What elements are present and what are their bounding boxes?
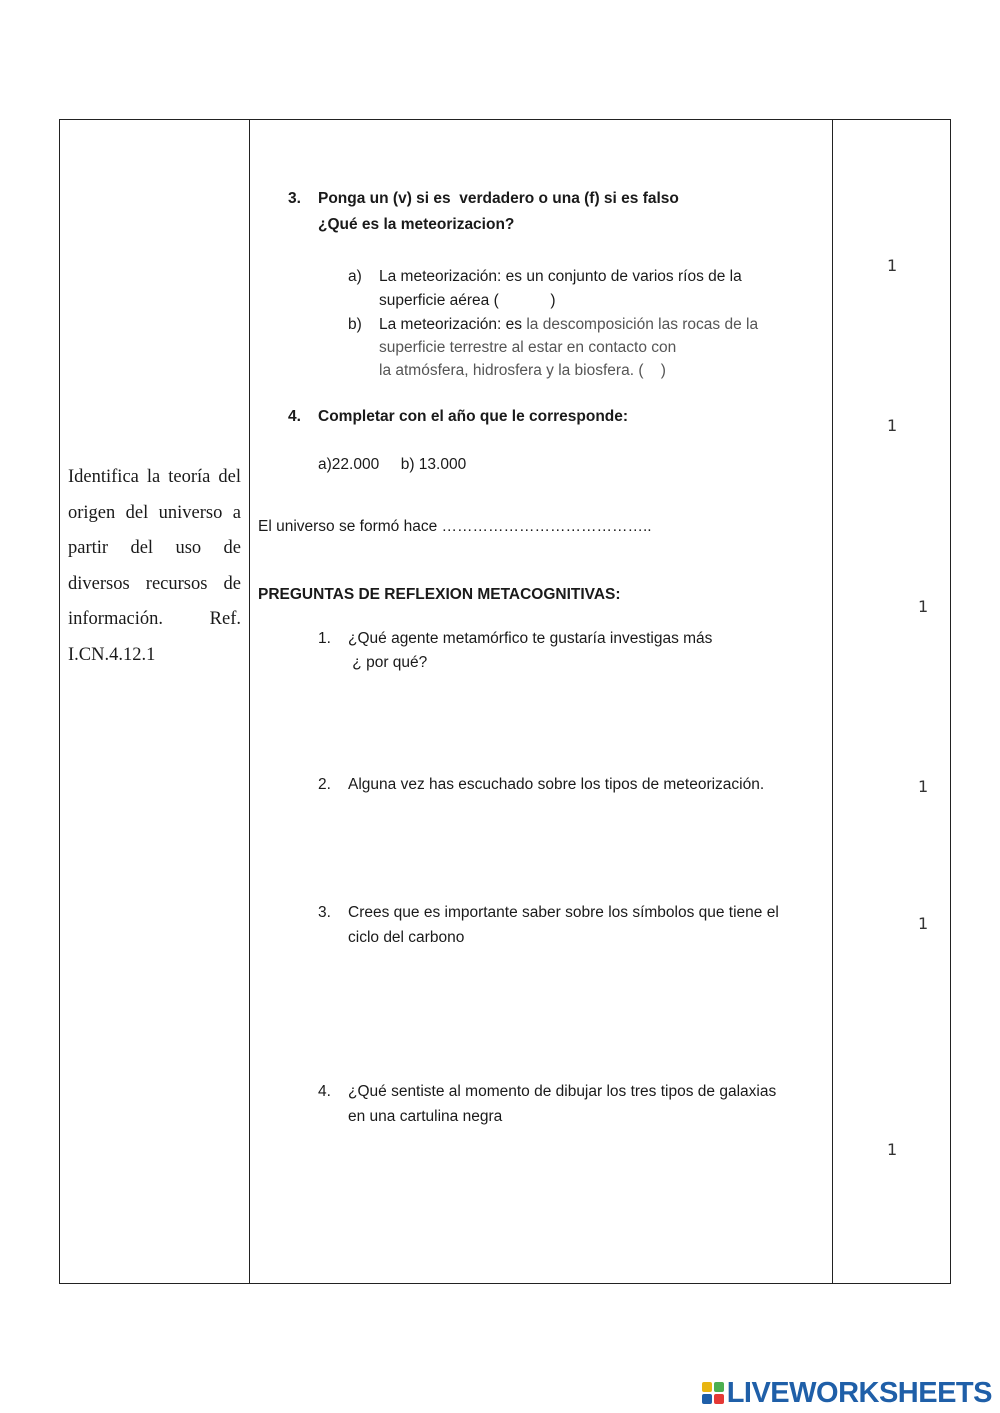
- score-mark-4: 1: [918, 777, 929, 796]
- reflection-q3-number: 3.: [318, 904, 331, 921]
- score-mark-3: 1: [918, 597, 929, 616]
- reflection-q4-line2: en una cartulina negra: [348, 1108, 503, 1125]
- liveworksheets-logo[interactable]: [702, 1375, 992, 1411]
- score-mark-6: 1: [887, 1140, 898, 1159]
- logo-square-red: [714, 1394, 724, 1404]
- reflection-q2-number: 2.: [318, 776, 331, 793]
- logo-square-yellow: [702, 1382, 712, 1392]
- q4-choices: a)22.000 b) 13.000: [318, 456, 467, 473]
- q3-title: Ponga un (v) si es verdadero o una (f) si es falso: [318, 190, 679, 207]
- liveworksheets-logo-icon: [702, 1382, 724, 1404]
- score-mark-2: 1: [887, 416, 898, 435]
- reflection-q1-line1: ¿Qué agente metamórfico te gustaría investigas más: [348, 630, 713, 647]
- q3-number: 3.: [288, 190, 301, 207]
- reflection-q2-line1: Alguna vez has escuchado sobre los tipos de meteorización.: [348, 776, 765, 793]
- q3-option-b-line1-a: La meteorización: es: [379, 316, 527, 333]
- score-mark-1: 1: [887, 256, 898, 275]
- q3-option-b-line2: superficie terrestre al estar en contacto con: [379, 339, 677, 356]
- q3-option-a-letter: a): [348, 268, 362, 285]
- column-divider-right: [832, 119, 833, 1284]
- column-divider-left: [249, 119, 250, 1284]
- reflection-q1-line2: ¿ por qué?: [348, 654, 428, 671]
- q3-option-a-line1: La meteorización: es un conjunto de varios ríos de la: [379, 268, 742, 285]
- q4-sentence[interactable]: El universo se formó hace …………………………………..: [258, 518, 652, 535]
- q3-option-b-line1-b: la descomposición las rocas de la: [526, 316, 759, 333]
- reflection-q3-line2: ciclo del carbono: [348, 929, 465, 946]
- reflection-q3-line1: Crees que es importante saber sobre los símbolos que tiene el: [348, 904, 779, 921]
- reflection-q1-number: 1.: [318, 630, 331, 647]
- reflection-heading: PREGUNTAS DE REFLEXION METACOGNITIVAS:: [258, 586, 621, 603]
- liveworksheets-logo-text: LIVEWORKSHEETS: [726, 1376, 992, 1409]
- logo-square-green: [714, 1382, 724, 1392]
- reflection-q4-number: 4.: [318, 1083, 331, 1100]
- learning-objective: Identifica la teoría del origen del universo a partir del uso de diversos recursos de información. Ref. I.CN.4.12.1: [68, 467, 241, 665]
- q3-option-a-line2[interactable]: superficie aérea ( ): [379, 292, 556, 309]
- q3-option-b-letter: b): [348, 316, 362, 333]
- score-mark-5: 1: [918, 914, 929, 933]
- q4-title: Completar con el año que le corresponde:: [318, 408, 629, 425]
- q3-option-b-line3[interactable]: la atmósfera, hidrosfera y la biosfera. ( ): [379, 362, 666, 379]
- q3-option-b-line1: [379, 313, 758, 337]
- q3-subtitle: ¿Qué es la meteorizacion?: [318, 216, 515, 233]
- q4-number: 4.: [288, 408, 301, 425]
- reflection-q4-line1: ¿Qué sentiste al momento de dibujar los tres tipos de galaxias: [348, 1083, 777, 1100]
- logo-square-blue: [702, 1394, 712, 1404]
